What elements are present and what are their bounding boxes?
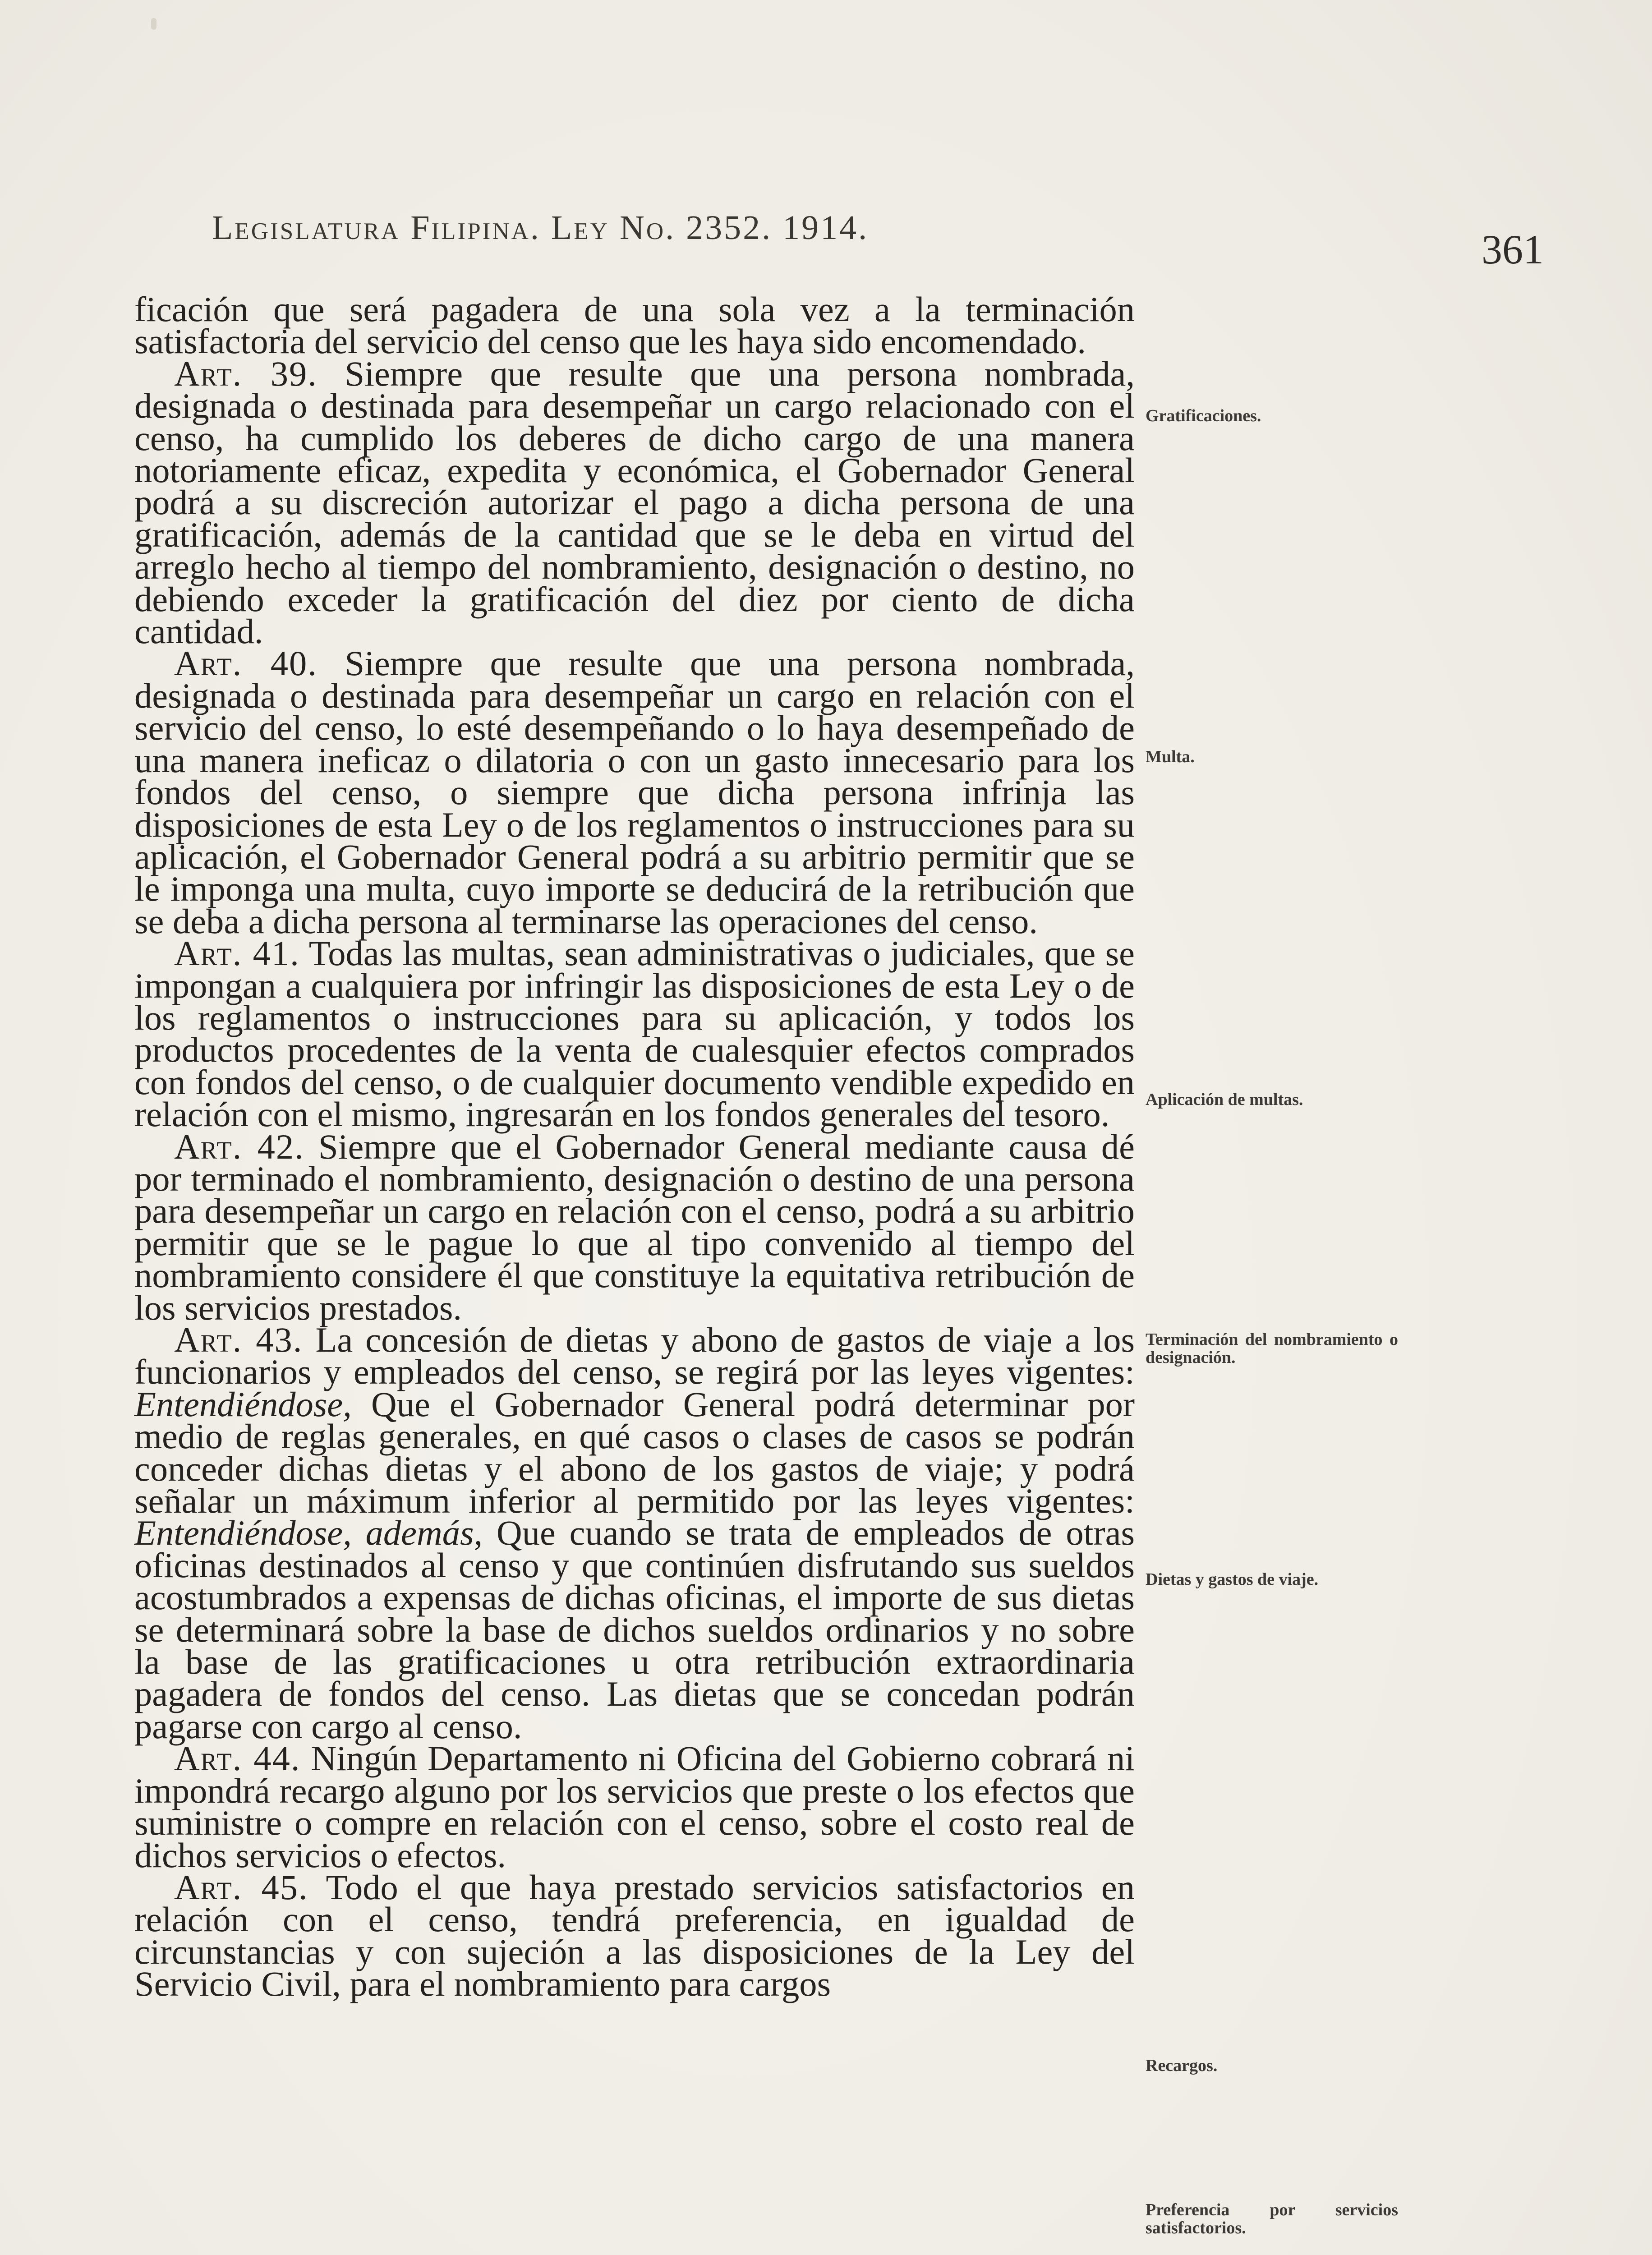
running-head: Legislatura Filipina. Ley No. 2352. 1914. — [212, 209, 869, 247]
article-45 — [134, 1867, 1135, 2004]
article-emphasis: Entendiéndose, — [134, 1384, 352, 1424]
margin-note-dietas: Dietas y gastos de viaje. — [1146, 1570, 1319, 1589]
margin-note-recargos: Recargos. — [1146, 2056, 1218, 2075]
article-39 — [134, 354, 1135, 651]
article-text: Siempre que resulte que una persona nombrada, designada o destinada para desempeñar un cargo relacionado con el censo, ha cumplido los deberes de dicho cargo de una manera notoriamente eficaz, expedita y económica, el Gobernador General podrá a su discreción autorizar el pago a dicha persona de una gratificación, además de la cantidad que se le deba en virtud del arreglo hecho al tiempo del nombramiento, designación o destino, no debiendo exceder la gratificación del diez por ciento de dicha cantidad. — [134, 354, 1135, 651]
paragraph-continuation — [134, 290, 1135, 361]
article-40 — [134, 644, 1135, 941]
article-text: Que el Gobernador General podrá determinar por medio de reglas generales, en qué casos o clases de casos se podrán conceder dichas dietas y el abono de los gastos de viaje; y podrá señalar un máximum inferior al permitido por las leyes vigentes: — [134, 1384, 1135, 1521]
article-emphasis: Entendiéndose, además, — [134, 1513, 483, 1553]
margin-note-gratificaciones: Gratificaciones. — [1146, 406, 1261, 425]
article-label: Art. 41. — [174, 934, 300, 973]
margin-note-preferencia: Preferencia por servicios satisfactorios. — [1146, 2200, 1398, 2237]
article-text: La concesión de dietas y abono de gastos de viaje a los funcionarios y empleados del censo, se regirá por las leyes vigentes: — [134, 1320, 1135, 1392]
article-text: Todo el que haya prestado servicios satisfactorios en relación con el censo, tendrá preferencia, en igualdad de circunstancias y con sujeción a las disposiciones de la Ley del Servicio Civil, para el nombramiento para cargos — [134, 1867, 1135, 2004]
article-label: Art. 43. — [174, 1320, 303, 1359]
article-text: Siempre que resulte que una persona nombrada, designada o destinada para desempeñar un cargo en relación con el servicio del censo, lo esté desempeñando o lo haya desempeñado de una manera ineficaz o dilatoria o con un gasto innecesario para los fondos del censo, o siempre que dicha persona infrinja las disposiciones de esta Ley o de los reglamentos o instrucciones para su aplicación, el Gobernador General podrá a su arbitrio permitir que se le imponga una multa, cuyo importe se deducirá de la retribución que se deba a dicha persona al terminarse las operaciones del censo. — [134, 644, 1135, 941]
article-text: Todas las multas, sean administrativas o judiciales, que se impongan a cualquiera por infringir las disposiciones de esta Ley o de los reglamentos o instrucciones para su aplicación, y todos los productos procedentes de la venta de cualesquier efectos comprados con fondos del censo, o de cualquier documento vendible expedido en relación con el mismo, ingresarán en los fondos generales del tesoro. — [134, 934, 1135, 1134]
margin-note-aplicacion-multas: Aplicación de multas. — [1146, 1090, 1303, 1109]
article-text: Que cuando se trata de empleados de otras oficinas destinados al censo y que continúen disfrutando sus sueldos acostumbrados a expensas de dichas oficinas, el importe de sus dietas se determinará sobre la base de dichos sueldos ordinarios y no sobre la base de las gratificaciones u otra retribución extraordinaria pagadera de fondos del censo. Las dietas que se concedan podrán pagarse con cargo al censo. — [134, 1513, 1135, 1746]
body-text — [134, 290, 1135, 2004]
margin-note-multa: Multa. — [1146, 747, 1195, 766]
margin-note-terminacion: Terminación del nombramiento o designación. — [1146, 1330, 1398, 1367]
paragraph-text: ficación que será pagadera de una sola vez a la terminación satisfactoria del servicio del censo que les haya sido encomendado. — [134, 290, 1135, 361]
article-label: Art. 45. — [174, 1867, 308, 1907]
article-label: Art. 42. — [174, 1127, 304, 1166]
article-43 — [134, 1320, 1135, 1746]
article-label: Art. 44. — [174, 1739, 301, 1778]
article-text: Ningún Departamento ni Oficina del Gobierno cobrará ni impondrá recargo alguno por los servicios que preste o los efectos que suministre o compre en relación con el censo, sobre el costo real de dichos servicios o efectos. — [134, 1739, 1135, 1875]
page-number: 361 — [1482, 226, 1544, 272]
article-text: Siempre que el Gobernador General mediante causa dé por terminado el nombramiento, designación o destino de una persona para desempeñar un cargo en relación con el censo, podrá a su arbitrio permitir que se le pague lo que al tipo convenido al tiempo del nombramiento considere él que constituye la equitativa retribución de los servicios prestados. — [134, 1127, 1135, 1327]
paper-smudge — [151, 18, 156, 30]
article-label: Art. 40. — [174, 644, 318, 683]
article-label: Art. 39. — [174, 354, 318, 393]
article-42 — [134, 1127, 1135, 1327]
article-41 — [134, 934, 1135, 1134]
article-44 — [134, 1739, 1135, 1875]
